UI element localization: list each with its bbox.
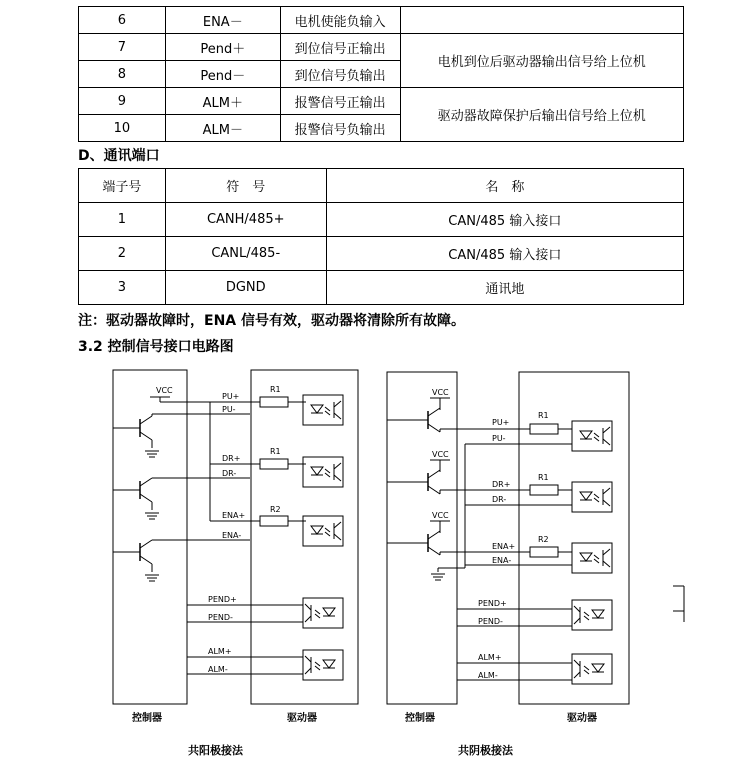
column-header: 端子号 (79, 169, 166, 203)
pin-label: ALM- (208, 665, 228, 674)
controller-label: 控制器 (405, 713, 435, 724)
common-anode-diagram (113, 370, 358, 757)
diagram-caption: 共阴极接法 (458, 744, 513, 757)
pin-label: PU- (222, 405, 236, 414)
symbol-cell: ENA－ (165, 7, 280, 34)
column-header: 名 称 (326, 169, 683, 203)
pin-label: DR+ (222, 454, 241, 463)
pin-label: PEND- (208, 613, 233, 622)
pin-label: ENA- (492, 556, 512, 565)
resistor-label: R2 (538, 535, 549, 544)
pin-cell: 10 (79, 115, 166, 142)
symbol-cell: ALM－ (165, 115, 280, 142)
resistor-label: R1 (270, 385, 281, 394)
name-cell: 到位信号负输出 (280, 61, 400, 88)
pin-label: PU+ (222, 392, 240, 401)
vcc-label: VCC (432, 388, 449, 397)
pin-label: DR+ (492, 480, 511, 489)
pin-cell: 1 (79, 203, 166, 237)
driver-label: 驱动器 (567, 713, 597, 724)
name-cell: CAN/485 输入接口 (326, 237, 683, 271)
vcc-label: VCC (156, 386, 173, 395)
name-cell: 报警信号正输出 (280, 88, 400, 115)
symbol-cell: CANH/485+ (165, 203, 326, 237)
section-d-title: D、通讯端口 (78, 148, 160, 164)
pin-label: DR- (492, 495, 507, 504)
pin-cell: 6 (79, 7, 166, 34)
diagram-caption: 共阳极接法 (188, 744, 243, 757)
pin-label: PEND+ (208, 595, 237, 604)
name-cell: 电机使能负输入 (280, 7, 400, 34)
pin-cell: 7 (79, 34, 166, 61)
pin-label: PEND+ (478, 599, 507, 608)
name-cell: CAN/485 输入接口 (326, 203, 683, 237)
section-32-title: 3.2 控制信号接口电路图 (78, 339, 234, 355)
resistor-label: R1 (538, 411, 549, 420)
fault-note: 注：驱动器故障时，ENA 信号有效，驱动器将清除所有故障。 (78, 313, 465, 329)
column-header: 符 号 (165, 169, 326, 203)
name-cell: 通讯地 (326, 271, 683, 305)
vcc-label: VCC (432, 511, 449, 520)
name-cell: 到位信号正输出 (280, 34, 400, 61)
pin-label: ENA- (222, 531, 242, 540)
symbol-cell: Pend＋ (165, 34, 280, 61)
driver-label: 驱动器 (287, 713, 317, 724)
edge-mark (673, 586, 684, 622)
pin-cell: 2 (79, 237, 166, 271)
pin-label: ENA+ (492, 542, 516, 551)
symbol-cell: CANL/485- (165, 237, 326, 271)
pin-label: DR- (222, 469, 237, 478)
resistor-label: R1 (538, 473, 549, 482)
symbol-cell: DGND (165, 271, 326, 305)
pin-label: ALM+ (478, 653, 502, 662)
pin-label: PU- (492, 434, 506, 443)
pin-label: PEND- (478, 617, 503, 626)
pin-label: ALM- (478, 671, 498, 680)
pin-label: PU+ (492, 418, 510, 427)
pin-label: ALM+ (208, 647, 232, 656)
vcc-label: VCC (432, 450, 449, 459)
pin-cell: 9 (79, 88, 166, 115)
resistor-label: R1 (270, 447, 281, 456)
resistor-label: R2 (270, 505, 281, 514)
controller-label: 控制器 (132, 713, 162, 724)
note-cell: 驱动器故障保护后输出信号给上位机 (400, 88, 684, 142)
name-cell: 报警信号负输出 (280, 115, 400, 142)
common-cathode-diagram (387, 372, 629, 757)
note-cell: 电机到位后驱动器输出信号给上位机 (400, 34, 684, 88)
pin-cell: 8 (79, 61, 166, 88)
symbol-cell: ALM＋ (165, 88, 280, 115)
symbol-cell: Pend－ (165, 61, 280, 88)
pin-cell: 3 (79, 271, 166, 305)
pin-label: ENA+ (222, 511, 246, 520)
